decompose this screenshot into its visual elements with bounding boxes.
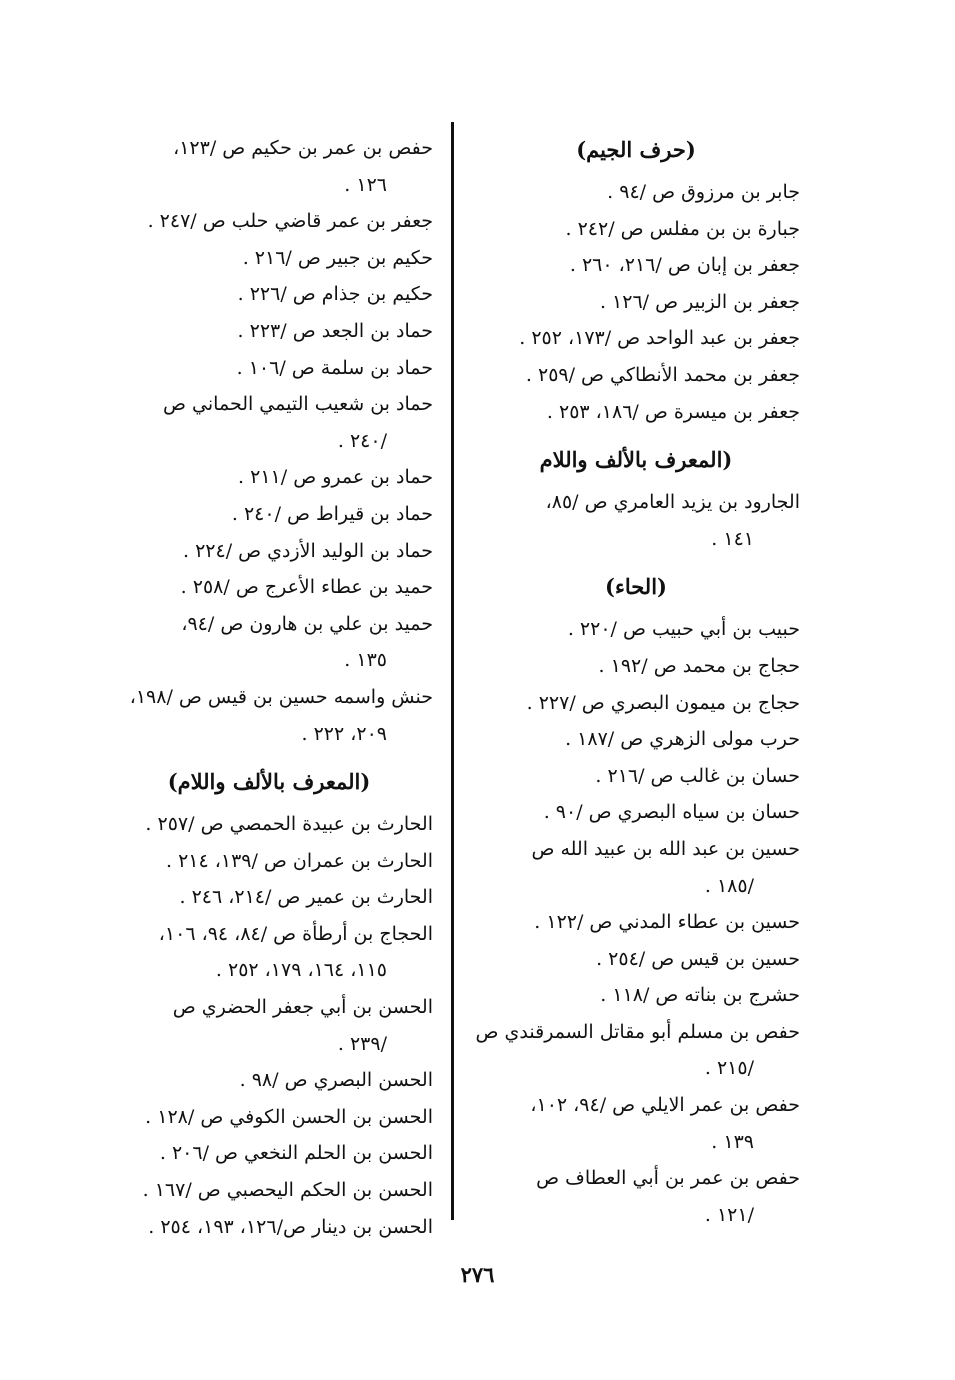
index-entry bbox=[105, 879, 433, 916]
index-entry bbox=[472, 1014, 800, 1087]
entry-text: جعفر بن إبان ص /٢١٦، ٢٦٠ . bbox=[569, 254, 800, 277]
index-entry bbox=[472, 1087, 800, 1160]
entry-text: جعفر بن عبد الواحد ص /١٧٣، ٢٥٢ . bbox=[519, 327, 800, 350]
entry-text: الحجاج بن أرطأة ص /٨٤، ٩٤، ١٠٦، bbox=[158, 922, 433, 945]
index-entry bbox=[105, 569, 433, 606]
index-entry bbox=[472, 284, 800, 321]
entry-text: حماد بن شعيب التيمي الحماني ص bbox=[163, 393, 433, 416]
entry-continuation: /٢١٥ . bbox=[704, 1057, 754, 1080]
index-entry bbox=[105, 240, 433, 277]
entry-text: حسان بن سياه البصري ص /٩٠ . bbox=[543, 801, 800, 824]
entry-text: حماد بن قيراط ص /٢٤٠ . bbox=[231, 502, 433, 525]
section-heading: (الحاء) bbox=[605, 574, 667, 600]
right-column bbox=[472, 130, 800, 1233]
index-entry bbox=[472, 1160, 800, 1233]
entry-text: حميد بن علي بن هارون ص /٩٤، bbox=[181, 612, 433, 635]
entry-text: حفص بن مسلم أبو مقاتل السمرقندي ص bbox=[475, 1020, 800, 1043]
index-entry bbox=[472, 648, 800, 685]
entry-continuation: ١٣٥ . bbox=[344, 649, 387, 672]
index-entry bbox=[472, 941, 800, 978]
entry-text: الحسن البصري ص /٩٨ . bbox=[239, 1069, 433, 1092]
entry-text: حكيم بن جذام ص /٢٢٦ . bbox=[237, 283, 433, 306]
entry-text: الحارث بن عمران ص /١٣٩، ٢١٤ . bbox=[165, 849, 433, 872]
index-entry bbox=[472, 174, 800, 211]
entry-text: الحسن بن الحكم اليحصبي ص /١٦٧ . bbox=[142, 1179, 433, 1202]
entry-text: حنش واسمه حسين بن قيس ص /١٩٨، bbox=[129, 685, 433, 708]
entry-text: حفص بن عمر الايلي ص /٩٤، ١٠٢، bbox=[530, 1094, 800, 1117]
entry-continuation: ٢٠٩، ٢٢٢ . bbox=[301, 722, 387, 745]
index-entry bbox=[105, 806, 433, 843]
entry-text: حرب مولى الزهري ص /١٨٧ . bbox=[565, 728, 800, 751]
index-entry bbox=[105, 1172, 433, 1209]
index-entry bbox=[472, 394, 800, 431]
entry-text: حشرج بن بناته ص /١١٨ . bbox=[600, 984, 800, 1007]
entry-text: جعفر بن الزبير ص /١٢٦ . bbox=[599, 290, 800, 313]
entry-text: حكيم بن جبير ص /٢١٦ . bbox=[242, 246, 433, 269]
index-entry bbox=[105, 203, 433, 240]
index-entry bbox=[472, 247, 800, 284]
entry-continuation: /٢٤٠ . bbox=[337, 429, 387, 452]
index-entry bbox=[105, 459, 433, 496]
entry-text: حسان بن غالب ص /٢١٦ . bbox=[595, 764, 800, 787]
left-column bbox=[105, 130, 433, 1245]
entry-text: الحارث بن عبيدة الحمصي ص /٢٥٧ . bbox=[145, 813, 433, 836]
entry-text: الحارث بن عمير ص /٢١٤، ٢٤٦ . bbox=[179, 886, 433, 909]
index-entry bbox=[105, 1209, 433, 1246]
entry-text: حفص بن عمر بن أبي العطاف ص bbox=[536, 1167, 800, 1190]
entry-text: حماد بن الوليد الأزدي ص /٢٢٤ . bbox=[182, 539, 433, 562]
entry-continuation: ١٢٦ . bbox=[344, 173, 387, 196]
entry-continuation: ١٣٩ . bbox=[711, 1130, 754, 1153]
entry-continuation: /٢٣٩ . bbox=[337, 1032, 387, 1055]
entry-text: الحسن بن دينار ص/١٢٦، ١٩٣، ٢٥٤ . bbox=[148, 1215, 433, 1238]
section-heading: (المعرف بالألف واللام bbox=[539, 447, 733, 473]
entry-text: حميد بن عطاء الأعرج ص /٢٥٨ . bbox=[180, 576, 433, 599]
entry-text: الحسن بن أبي جعفر الحضري ص bbox=[172, 996, 433, 1019]
entry-text: حسين بن عبد الله بن عبيد الله ص bbox=[531, 837, 800, 860]
section-heading: (المعرف بالألف واللام) bbox=[167, 769, 371, 795]
index-entry bbox=[472, 484, 800, 557]
index-entry bbox=[105, 1099, 433, 1136]
index-entry bbox=[105, 989, 433, 1062]
index-entry bbox=[472, 831, 800, 904]
entry-text: حماد بن الجعد ص /٢٢٣ . bbox=[237, 319, 433, 342]
entry-continuation: ١٤١ . bbox=[711, 527, 754, 550]
column-divider bbox=[451, 122, 454, 1220]
entry-text: حبيب بن أبي حبيب ص /٢٢٠ . bbox=[567, 618, 800, 641]
entry-text: الحسن بن الحسن الكوفي ص /١٢٨ . bbox=[145, 1105, 433, 1128]
entry-text: جعفر بن محمد الأنطاكي ص /٢٥٩ . bbox=[525, 363, 800, 386]
index-entry bbox=[472, 211, 800, 248]
index-entry bbox=[105, 606, 433, 679]
index-entry bbox=[472, 611, 800, 648]
index-entry bbox=[105, 533, 433, 570]
entry-continuation: ١١٥، ١٦٤، ١٧٩، ٢٥٢ . bbox=[215, 959, 387, 982]
entry-text: الجارود بن يزيد العامري ص /٨٥، bbox=[545, 491, 800, 514]
entry-text: حفص بن عمر بن حكيم ص /١٢٣، bbox=[173, 137, 433, 159]
entry-text: حجاج بن محمد ص /١٩٢ . bbox=[598, 654, 800, 677]
entry-text: حجاج بن ميمون البصري ص /٢٢٧ . bbox=[526, 691, 800, 714]
index-entry bbox=[472, 977, 800, 1014]
index-entry bbox=[472, 357, 800, 394]
index-entry bbox=[472, 721, 800, 758]
index-entry bbox=[105, 496, 433, 533]
index-entry bbox=[105, 386, 433, 459]
entry-text: جابر بن مرزوق ص /٩٤ . bbox=[607, 181, 800, 203]
index-entry bbox=[472, 758, 800, 795]
entry-text: جعفر بن عمر قاضي حلب ص /٢٤٧ . bbox=[147, 210, 433, 233]
index-entry bbox=[105, 916, 433, 989]
index-entry bbox=[105, 313, 433, 350]
entry-text: الحسن بن الحلم النخعي ص /٢٠٦ . bbox=[159, 1142, 433, 1165]
index-entry bbox=[105, 1135, 433, 1172]
index-entry bbox=[105, 276, 433, 313]
index-entry bbox=[472, 685, 800, 722]
page-number: ٢٧٦ bbox=[460, 1262, 495, 1287]
entry-text: حسين بن قيس ص /٢٥٤ . bbox=[596, 947, 800, 970]
section-heading: (حرف الجيم) bbox=[576, 137, 696, 162]
entry-text: جعفر بن ميسرة ص /١٨٦، ٢٥٣ . bbox=[546, 400, 800, 423]
index-entry bbox=[105, 350, 433, 387]
index-entry bbox=[472, 904, 800, 941]
entry-continuation: /١٢١ . bbox=[704, 1203, 754, 1226]
entry-continuation: /١٨٥ . bbox=[704, 874, 754, 897]
index-entry bbox=[472, 794, 800, 831]
index-entry bbox=[105, 130, 433, 203]
entry-text: جبارة بن بن مفلس ص /٢٤٢ . bbox=[565, 217, 800, 240]
index-entry bbox=[105, 1062, 433, 1099]
index-entry bbox=[105, 843, 433, 880]
entry-text: حماد بن سلمة ص /١٠٦ . bbox=[236, 356, 433, 379]
index-entry bbox=[472, 320, 800, 357]
index-entry bbox=[105, 679, 433, 752]
entry-text: حسين بن عطاء المدني ص /١٢٢ . bbox=[534, 911, 800, 934]
entry-text: حماد بن عمرو ص /٢١١ . bbox=[238, 466, 433, 489]
